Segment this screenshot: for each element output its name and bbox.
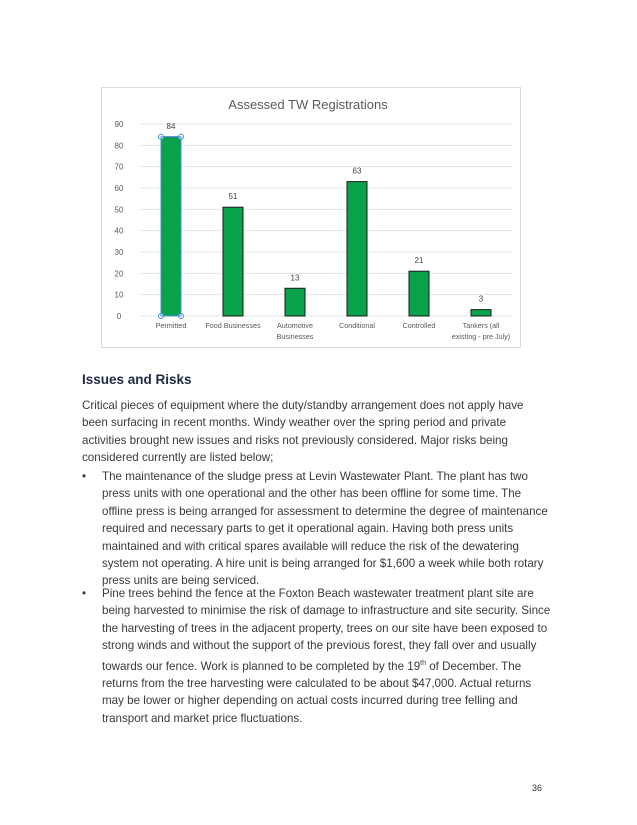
x-tick-label: Permitted [155, 321, 187, 330]
x-tick-label: Tankers (all [462, 321, 500, 330]
risk-list [82, 468, 552, 590]
bullet-icon: • [82, 470, 87, 483]
bar [285, 288, 305, 316]
bar [347, 182, 367, 316]
y-tick-label: 70 [114, 162, 124, 172]
x-tick-label: existing - pre July) [451, 332, 511, 341]
data-label: 84 [166, 121, 176, 131]
list-item-text: The maintenance of the sludge press at Levin Wastewater Plant. The plant has two press units with one operational and the other has been offline for some time. The offline press is being arranged for assessment to determine the degree of maintenance required and necessary parts to get it operational again. Having both press units maintained and with critical spares available will reduce the risk of the dewatering system not operating. A hire unit is being arranged for $1,600 a week while both rotary press units are being serviced. [102, 470, 548, 588]
data-label: 3 [478, 294, 484, 304]
list-item [82, 585, 552, 727]
y-tick-label: 20 [114, 269, 124, 279]
list-item-text-part1: Pine trees behind the fence at the Foxton Beach wastewater treatment plant site are being harvested to minimise the risk of damage to infrastructure and site security. Since the harvesting of trees in the adjacent property, trees on our site have been exposed to strong winds and without the support of the previous forest, they fall over and usually towards our fence. Work is planned to be completed by the 19 [102, 587, 551, 673]
section-heading: Issues and Risks [82, 372, 192, 387]
y-tick-label: 90 [114, 120, 124, 129]
x-tick-label: Businesses [276, 332, 314, 341]
bullet-icon: • [82, 587, 87, 600]
y-tick-label: 60 [114, 184, 124, 193]
page-number: 36 [532, 783, 543, 793]
y-tick-label: 0 [116, 312, 122, 321]
data-label: 13 [290, 273, 300, 283]
ordinal-superscript: th [420, 659, 426, 667]
y-tick-label: 40 [114, 226, 124, 236]
y-tick-label: 10 [114, 290, 124, 300]
chart-frame [101, 87, 521, 348]
data-label: 63 [352, 166, 362, 176]
list-item-text-part2: of December. The returns from the tree harvesting were calculated to be about $47,000. Actual returns may be lower or higher depending on actual costs incurred during tree felling and transport and market price fluctuations. [102, 659, 532, 725]
bar-chart [102, 88, 520, 347]
y-tick-label: 80 [114, 141, 124, 151]
y-tick-label: 50 [114, 205, 124, 215]
x-tick-label: Food Businesses [205, 321, 261, 330]
bar [161, 137, 181, 316]
data-label: 51 [228, 192, 238, 202]
x-tick-label: Automotive [277, 321, 313, 330]
bar [471, 310, 491, 316]
intro-paragraph: Critical pieces of equipment where the duty/standby arrangement does not apply have been surfacing in recent months. Windy weather over the spring period and private activities brought new issues and risks not previously considered. Major risks being considered currently are listed below; [82, 399, 524, 465]
x-tick-label: Conditional [339, 321, 375, 330]
y-tick-label: 30 [114, 248, 124, 257]
chart-title: Assessed TW Registrations [228, 97, 388, 112]
data-label: 21 [414, 256, 424, 266]
bar [223, 207, 243, 316]
x-tick-label: Controlled [402, 321, 436, 330]
list-item [82, 468, 552, 590]
risk-list-2 [82, 585, 552, 727]
bar [409, 271, 429, 316]
